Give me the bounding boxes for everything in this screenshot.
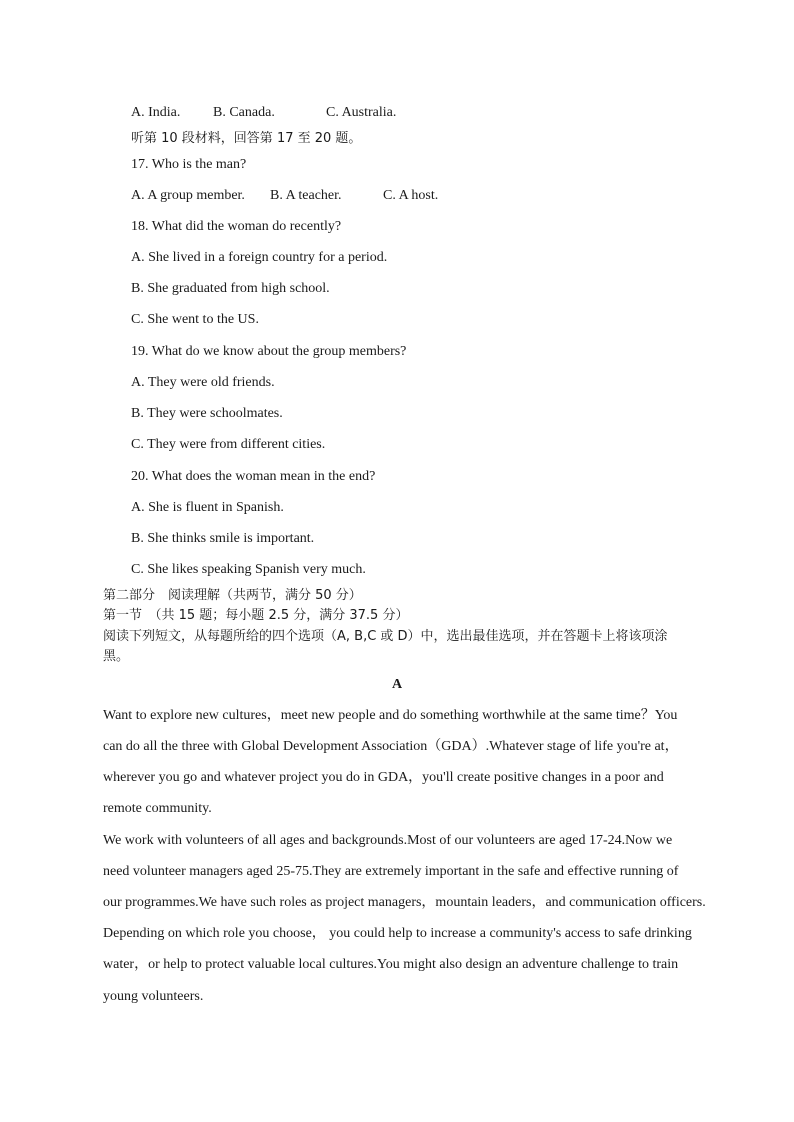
q18-option-c: C. She went to the US. <box>131 312 259 327</box>
q16-option-c: C. Australia. <box>326 105 397 120</box>
section1-header: 第一节 （共 15 题；每小题 2.5 分，满分 37.5 分） <box>103 608 409 623</box>
section10-instruction: 听第 10 段材料，回答第 17 至 20 题。 <box>131 131 362 146</box>
reading-instruction-line2: 黑。 <box>103 649 130 664</box>
passage-line: can do all the three with Global Development Association（GDA）.Whatever stage of life you're at， <box>103 739 679 754</box>
q18-option-a: A. She lived in a foreign country for a period. <box>131 250 388 265</box>
q16-option-b: B. Canada. <box>213 105 275 120</box>
q17-option-c: C. A host. <box>383 188 439 203</box>
q20-option-a: A. She is fluent in Spanish. <box>131 500 284 515</box>
passage-line: Want to explore new cultures，meet new people and do something worthwhile at the same time？You <box>103 708 678 723</box>
q19-option-c: C. They were from different cities. <box>131 437 326 452</box>
passage-line: Depending on which role you choose， you could help to increase a community's access to safe drinking <box>103 926 692 941</box>
passage-line: We work with volunteers of all ages and backgrounds.Most of our volunteers are aged 17-24.Now we <box>103 833 673 848</box>
q18-option-b: B. She graduated from high school. <box>131 281 330 296</box>
part2-header: 第二部分 阅读理解（共两节，满分 50 分） <box>103 588 362 603</box>
passage-line: need volunteer managers aged 25-75.They are extremely important in the safe and effective running of <box>103 864 679 879</box>
passage-line: young volunteers. <box>103 989 204 1004</box>
q19-question: 19. What do we know about the group members? <box>131 344 407 359</box>
passage-line: remote community. <box>103 801 212 816</box>
reading-instruction-line1: 阅读下列短文，从每题所给的四个选项（A, B,C 或 D）中，选出最佳选项，并在答题卡上将该项涂 <box>103 629 668 644</box>
passage-line: our programmes.We have such roles as project managers，mountain leaders，and communication officers. <box>103 895 706 910</box>
passage-line: water，or help to protect valuable local cultures.You might also design an adventure challenge to train <box>103 957 679 972</box>
q16-option-a: A. India. <box>131 105 181 120</box>
q20-question: 20. What does the woman mean in the end? <box>131 469 376 484</box>
q17-option-a: A. A group member. <box>131 188 245 203</box>
q17-option-b: B. A teacher. <box>270 188 342 203</box>
q18-question: 18. What did the woman do recently? <box>131 219 342 234</box>
q17-question: 17. Who is the man? <box>131 157 247 172</box>
q19-option-a: A. They were old friends. <box>131 375 275 390</box>
passage-label: A <box>392 677 403 692</box>
passage-line: wherever you go and whatever project you do in GDA，you'll create positive changes in a poor and <box>103 770 664 785</box>
q19-option-b: B. They were schoolmates. <box>131 406 283 421</box>
q20-option-b: B. She thinks smile is important. <box>131 531 315 546</box>
q20-option-c: C. She likes speaking Spanish very much. <box>131 562 366 577</box>
